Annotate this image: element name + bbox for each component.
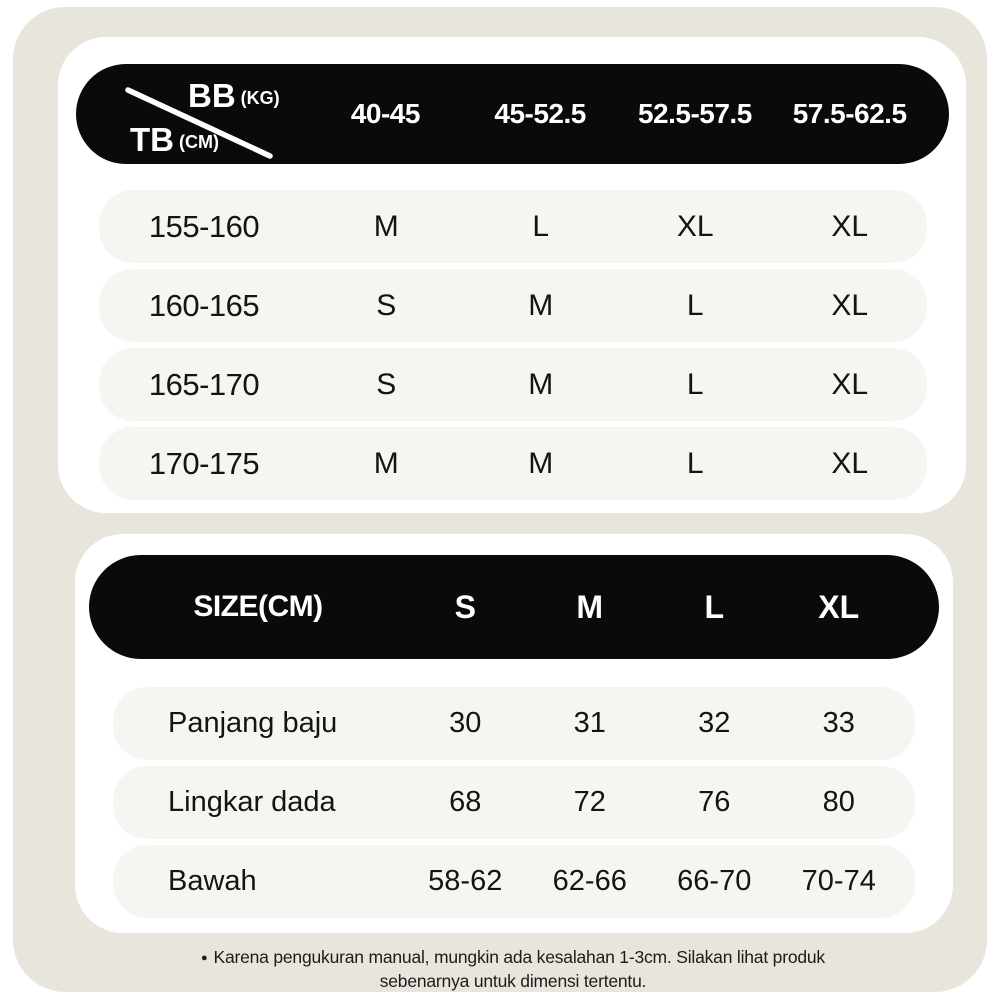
measurement-value: 62-66 [552,865,627,897]
footnote-line-1 [13,947,1000,971]
size-column-header: L [704,588,725,625]
height-axis-text: TB [130,121,174,158]
table-row [99,427,927,500]
size-cell: L [686,288,704,322]
size-cell: XL [831,209,869,243]
measurement-value: 31 [573,707,606,739]
height-range-label: 160-165 [148,287,260,323]
weight-axis-label [188,77,280,115]
measurement-value: 30 [449,707,482,739]
size-cell: S [376,367,397,401]
size-cell: M [528,288,554,322]
footnote-text-1: Karena pengukuran manual, mungkin ada kesalahan 1-3cm. Silakan lihat produk [213,947,825,967]
footnote [13,947,1000,992]
table-row [99,269,927,342]
height-weight-header [76,64,949,164]
weight-column-header: 52.5-57.5 [637,98,752,129]
size-cell: XL [831,446,869,480]
size-cell: M [528,367,554,401]
weight-column-header: 57.5-62.5 [792,98,907,129]
size-cell: M [373,209,399,243]
measurement-value: 68 [449,786,482,818]
weight-column-header: 40-45 [350,98,420,129]
table-row [113,687,915,760]
measurement-value: 72 [573,786,606,818]
size-cm-label: SIZE(CM) [193,590,323,623]
height-weight-size-card [58,37,966,513]
measurement-value: 66-70 [677,865,752,897]
measurement-label: Bawah [168,865,257,897]
measurement-value: 80 [822,786,855,818]
height-range-label: 155-160 [148,208,260,244]
measurement-value: 33 [822,707,855,739]
size-cell: L [686,367,704,401]
measurement-value: 32 [698,707,731,739]
table-row [99,348,927,421]
measurements-card [75,534,953,933]
size-cell: XL [831,367,869,401]
weight-column-header: 45-52.5 [494,98,586,129]
table-row [113,766,915,839]
size-column-header: M [576,588,604,625]
size-cell: L [686,446,704,480]
table-row [99,190,927,263]
height-range-label: 170-175 [148,445,260,481]
size-columns-header [89,555,939,659]
beige-panel [13,7,987,992]
measurement-label: Lingkar dada [168,786,336,818]
size-column-header: S [454,588,476,625]
weight-axis-unit: (KG) [240,88,280,108]
bullet-icon: ● [201,952,208,964]
size-cell: XL [831,288,869,322]
size-cell: M [528,446,554,480]
measurement-value: 70-74 [801,865,876,897]
measurement-value: 76 [698,786,731,818]
height-axis-label [130,121,219,159]
size-column-header: XL [818,588,860,625]
axis-corner-cell [98,64,308,164]
height-axis-unit: (CM) [179,132,219,152]
size-cell: L [532,209,550,243]
footnote-text-2: sebenarnya untuk dimensi tertentu. [379,971,647,991]
size-cell: M [373,446,399,480]
measurement-label: Panjang baju [168,707,338,739]
measurement-value: 58-62 [428,865,503,897]
size-cell: XL [676,209,714,243]
height-range-label: 165-170 [148,366,260,402]
weight-axis-text: BB [188,77,236,114]
size-cell: S [376,288,397,322]
table-row [113,845,915,918]
